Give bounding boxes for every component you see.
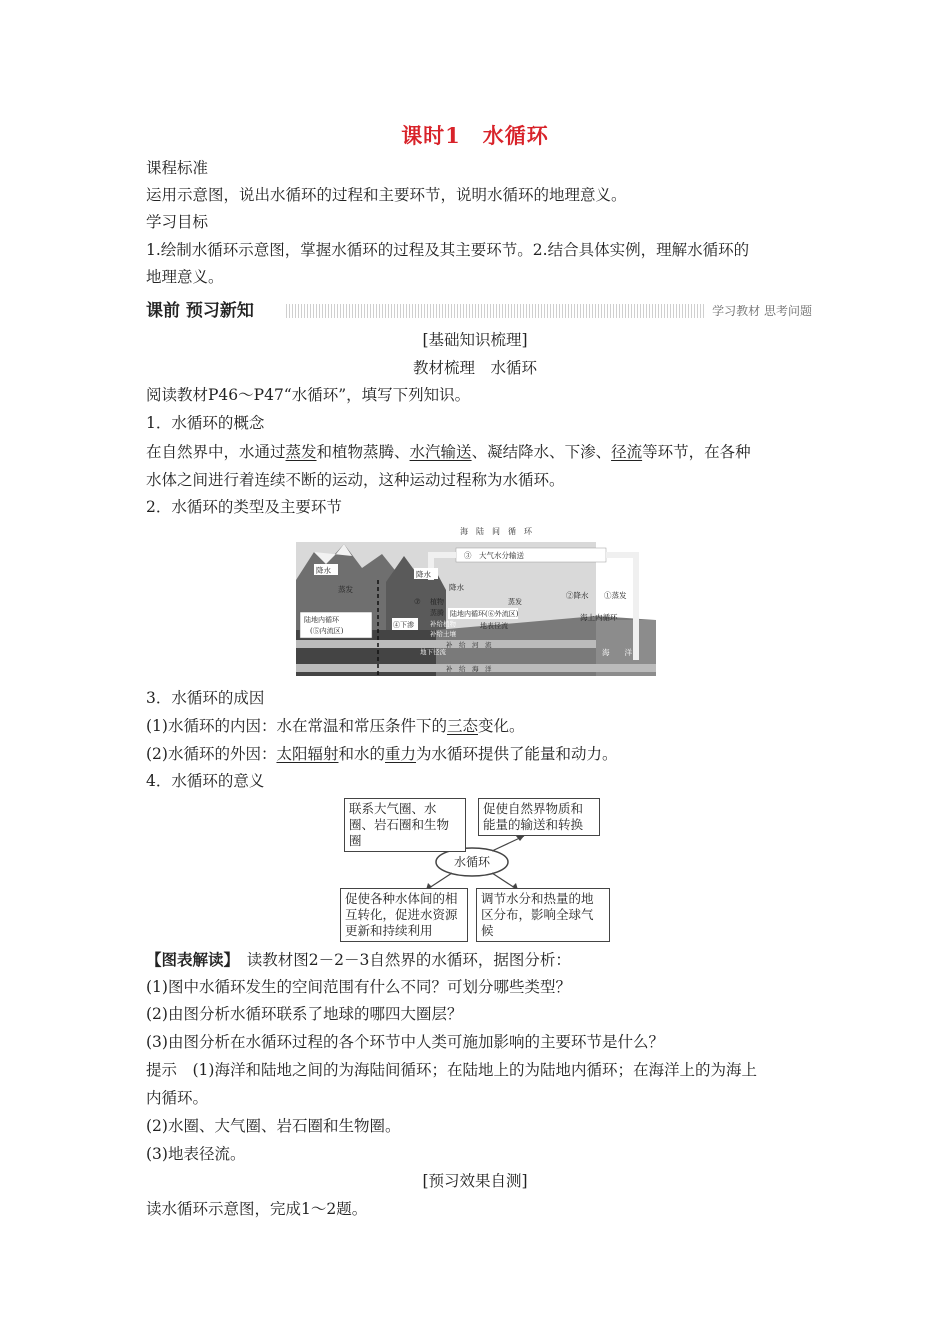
reading-intro: 【图表解读】 读教材图2－2－3自然界的水循环，据图分析： <box>146 950 571 969</box>
cause-inner: (1)水循环的内因：水在常温和常压条件下的三态变化。 <box>146 717 525 735</box>
svg-text:①蒸发: ①蒸发 <box>604 591 627 600</box>
svg-text:海 洋: 海 洋 <box>602 648 632 657</box>
reading-question-1: (1)图中水循环发生的空间范围有什么不同？可划分哪些类型？ <box>146 978 571 996</box>
svg-text:补 给 河 流: 补 给 河 流 <box>446 641 492 649</box>
concept-paragraph-line2: 水体之间进行着连续不断的运动，这种运动过程称为水循环。 <box>146 471 565 489</box>
svg-text:陆地内循环(⑥外流区): 陆地内循环(⑥外流区) <box>450 610 519 618</box>
svg-text:补给土壤: 补给土壤 <box>430 630 456 638</box>
standard-heading: 课程标准 <box>146 159 209 177</box>
svg-text:地下径流: 地下径流 <box>420 648 446 656</box>
reading-answer-1b: 内循环。 <box>146 1089 209 1107</box>
self-test-intro: 读水循环示意图，完成1～2题。 <box>146 1200 368 1218</box>
blank-three-states: 三态 <box>446 717 478 735</box>
significance-box-bottom-right: 调节水分和热量的地区分布，影响全球气候 <box>476 888 610 942</box>
meaning-heading: 4．水循环的意义 <box>146 772 265 790</box>
section-heading: [基础知识梳理] <box>422 331 528 349</box>
significance-box-top-left: 联系大气圈、水圈、岩石圈和生物圈 <box>344 798 466 852</box>
svg-text:⑦: ⑦ <box>414 597 421 606</box>
significance-box-bottom-left: 促使各种水体间的相互转化，促进水资源更新和持续利用 <box>340 888 468 942</box>
svg-text:植物: 植物 <box>430 598 444 606</box>
svg-text:蒸腾: 蒸腾 <box>430 609 444 617</box>
concept-paragraph-line1: 在自然界中，水通过蒸发和植物蒸腾、水汽输送、凝结降水、下渗、径流等环节，在各种 <box>146 443 751 461</box>
self-test-heading: [预习效果自测] <box>422 1172 528 1190</box>
svg-text:降水: 降水 <box>416 570 431 579</box>
objectives-line1: 1.绘制水循环示意图，掌握水循环的过程及其主要环节。2.结合具体实例，理解水循环的 <box>146 241 750 259</box>
blank-vapor-transport: 水汽输送 <box>409 443 472 461</box>
svg-text:降水: 降水 <box>449 583 464 592</box>
concept-heading: 1．水循环的概念 <box>146 414 265 432</box>
reading-question-2: (2)由图分析水循环联系了地球的哪四大圈层？ <box>146 1005 463 1023</box>
reading-question-3: (3)由图分析在水循环过程的各个环节中人类可施加影响的主要环节是什么？ <box>146 1033 664 1051</box>
blank-solar-radiation: 太阳辐射 <box>276 745 339 763</box>
objectives-heading: 学习目标 <box>146 213 209 231</box>
blank-evaporation: 蒸发 <box>285 443 317 461</box>
reading-answer-2: (2)水圈、大气圈、岩石圈和生物圈。 <box>146 1117 401 1135</box>
water-cycle-significance-diagram <box>340 796 610 938</box>
blank-runoff: 径流 <box>611 443 643 461</box>
section-subheading: 教材梳理 水循环 <box>412 359 537 377</box>
svg-text:陆地内循环: 陆地内循环 <box>304 616 339 624</box>
svg-text:降水: 降水 <box>316 566 331 575</box>
standard-text: 运用示意图，说出水循环的过程和主要环节，说明水循环的地理意义。 <box>146 186 627 204</box>
svg-text:(⑤内流区): (⑤内流区) <box>310 627 344 635</box>
cause-heading: 3．水循环的成因 <box>146 689 265 707</box>
banner-right: 学习教材 思考问题 <box>706 300 812 322</box>
significance-center: 水循环 <box>453 855 491 869</box>
significance-box-top-right: 促使自然界物质和能量的输送和转换 <box>478 798 600 836</box>
page-title: 课时1 水循环 <box>401 123 549 148</box>
section-intro: 阅读教材P46～P47“水循环”，填写下列知识。 <box>146 386 471 404</box>
water-cycle-diagram <box>296 520 656 676</box>
objectives-line2: 地理意义。 <box>146 268 224 286</box>
svg-text:④下渗: ④下渗 <box>393 621 414 629</box>
svg-text:蒸发: 蒸发 <box>508 598 522 606</box>
svg-text:补 给 海 洋: 补 给 海 洋 <box>446 665 492 673</box>
svg-text:蒸发: 蒸发 <box>338 585 353 594</box>
svg-text:③ 大气水分输送: ③ 大气水分输送 <box>464 551 524 560</box>
reading-answer-1a: 提示 (1)海洋和陆地之间的为海陆间循环；在陆地上的为陆地内循环；在海洋上的为海上 <box>146 1061 757 1079</box>
cause-outer: (2)水循环的外因：太阳辐射和水的重力为水循环提供了能量和动力。 <box>146 745 618 763</box>
svg-text:海上内循环: 海上内循环 <box>580 613 618 622</box>
svg-text:补给植物: 补给植物 <box>430 620 456 628</box>
banner-label: 课前 预习新知 <box>146 301 254 321</box>
types-heading: 2．水循环的类型及主要环节 <box>146 498 342 516</box>
svg-text:②降水: ②降水 <box>566 591 589 600</box>
svg-text:地表径流: 地表径流 <box>480 622 508 630</box>
blank-gravity: 重力 <box>385 745 417 763</box>
diagram-top-label: 海 陆 间 循 环 <box>460 527 532 536</box>
section-banner <box>146 300 812 322</box>
reading-answer-3: (3)地表径流。 <box>146 1145 246 1163</box>
